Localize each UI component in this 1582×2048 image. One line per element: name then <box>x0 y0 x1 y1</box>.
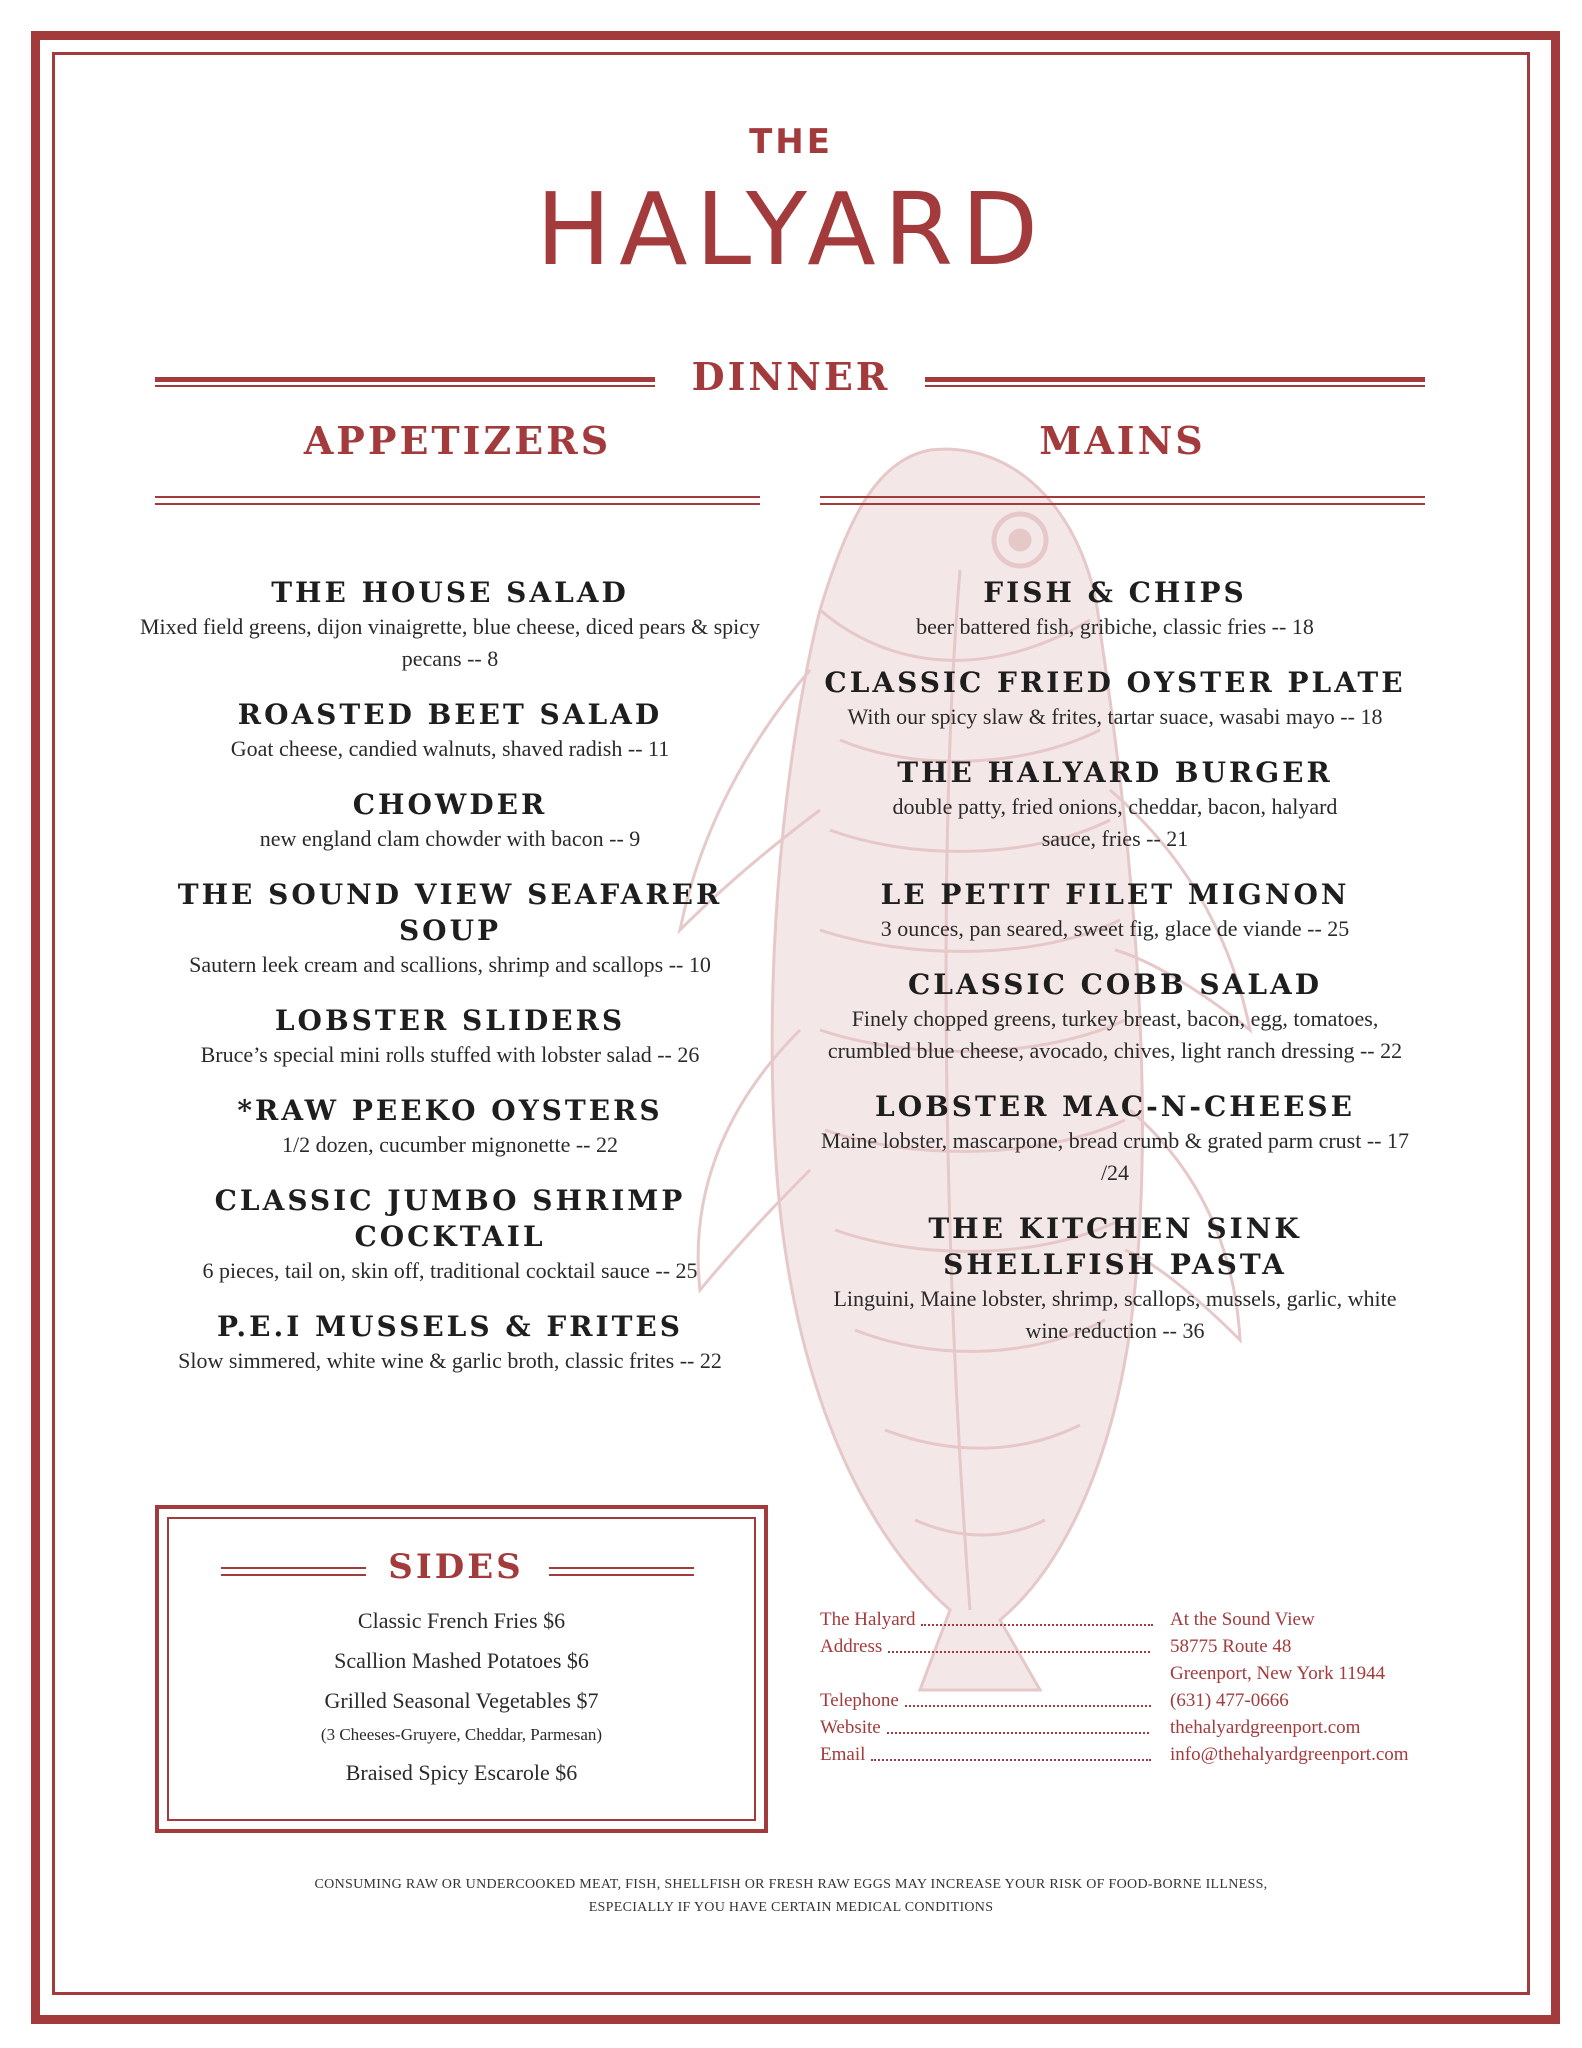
menu-title: DINNER <box>691 354 891 399</box>
disclaimer-line: CONSUMING RAW OR UNDERCOOKED MEAT, FISH, SHELLFISH OR FRESH RAW EGGS MAY INCREASE YOUR RISK OF FOOD-BORNE ILLNESS, <box>314 1877 1268 1892</box>
item-description: Finely chopped greens, turkey breast, bacon, egg, tomatoes, crumbled blue cheese, avocado, chives, light ranch dressing -- 22 <box>827 1006 1403 1063</box>
appetizers-list <box>130 575 770 1399</box>
contact-label: Telephone <box>820 1690 899 1711</box>
side-item: Scallion Mashed Potatoes $6 <box>334 1648 589 1673</box>
dinner-rule-left <box>155 377 655 387</box>
item-description: Mixed field greens, dijon vinaigrette, blue cheese, diced pears & spicy pecans -- 8 <box>139 614 761 671</box>
item-description: With our spicy slaw & frites, tartar suace, wasabi mayo -- 18 <box>847 704 1383 729</box>
contact-row <box>820 1606 1420 1633</box>
item-name: CLASSIC JUMBO SHRIMP COCKTAIL <box>214 1184 686 1253</box>
sides-inner-border <box>167 1517 756 1821</box>
sides-heading: SIDES <box>388 1547 524 1587</box>
dot-leader <box>921 1624 1153 1626</box>
contact-label: Website <box>820 1717 881 1738</box>
disclaimer-line: ESPECIALLY IF YOU HAVE CERTAIN MEDICAL CONDITIONS <box>588 1900 994 1915</box>
side-item: Grilled Seasonal Vegetables $7 <box>324 1688 599 1713</box>
item-description: double patty, fried onions, cheddar, bacon, halyard sauce, fries -- 21 <box>892 794 1338 851</box>
mains-heading: MAINS <box>1039 418 1206 463</box>
item-name: CLASSIC COBB SALAD <box>907 968 1323 1001</box>
item-description: beer battered fish, gribiche, classic fries -- 18 <box>916 614 1314 639</box>
food-safety-disclaimer <box>0 1873 1582 1919</box>
dot-leader <box>888 1651 1150 1653</box>
menu-item <box>800 1211 1430 1347</box>
item-description: new england clam chowder with bacon -- 9 <box>259 826 641 851</box>
menu-item <box>130 575 770 675</box>
dot-leader <box>871 1759 1151 1761</box>
contact-label: The Halyard <box>820 1609 916 1630</box>
item-name: CHOWDER <box>352 788 548 821</box>
mains-list <box>800 575 1430 1369</box>
contact-info <box>820 1606 1420 1768</box>
contact-row <box>820 1687 1420 1714</box>
appetizers-rule <box>155 496 760 505</box>
side-item: Classic French Fries $6 <box>357 1608 566 1633</box>
menu-item <box>130 697 770 765</box>
contact-value: info@thehalyardgreenport.com <box>1170 1744 1409 1765</box>
item-description: 3 ounces, pan seared, sweet fig, glace de viande -- 25 <box>880 916 1350 941</box>
contact-row <box>820 1660 1420 1687</box>
contact-row <box>820 1741 1420 1768</box>
menu-item <box>130 1183 770 1287</box>
menu-item <box>130 1309 770 1377</box>
contact-row <box>820 1633 1420 1660</box>
contact-value: thehalyardgreenport.com <box>1170 1717 1361 1738</box>
restaurant-name: HALYARD <box>535 171 1047 288</box>
menu-item <box>800 1089 1430 1189</box>
item-description: Sautern leek cream and scallions, shrimp and scallops -- 10 <box>189 952 711 977</box>
dot-leader <box>887 1732 1149 1734</box>
item-description: Linguini, Maine lobster, shrimp, scallops, mussels, garlic, white wine reduction -- 36 <box>833 1286 1397 1343</box>
contact-label: Email <box>820 1744 866 1765</box>
item-name: LE PETIT FILET MIGNON <box>880 878 1350 911</box>
item-name: LOBSTER MAC-N-CHEESE <box>875 1090 1355 1123</box>
menu-item <box>130 1003 770 1071</box>
item-description: Slow simmered, white wine & garlic broth, classic frites -- 22 <box>178 1348 722 1373</box>
appetizers-heading: APPETIZERS <box>303 418 612 463</box>
sides-rule-right <box>549 1567 694 1576</box>
contact-row <box>820 1714 1420 1741</box>
contact-value: 58775 Route 48 <box>1170 1636 1292 1657</box>
item-name: LOBSTER SLIDERS <box>274 1004 626 1037</box>
item-description: 1/2 dozen, cucumber mignonette -- 22 <box>281 1132 618 1157</box>
contact-value: (631) 477-0666 <box>1170 1690 1289 1711</box>
item-name: *RAW PEEKO OYSTERS <box>237 1094 663 1127</box>
sides-list <box>169 1601 754 1793</box>
item-name: THE HOUSE SALAD <box>271 576 629 609</box>
item-description: Bruce’s special mini rolls stuffed with lobster salad -- 26 <box>200 1042 700 1067</box>
sides-box <box>155 1505 768 1833</box>
menu-item <box>800 877 1430 945</box>
menu-item <box>800 755 1430 855</box>
dot-leader <box>905 1705 1151 1707</box>
mains-rule <box>820 496 1425 505</box>
menu-item <box>800 967 1430 1067</box>
item-description: 6 pieces, tail on, skin off, traditional cocktail sauce -- 25 <box>202 1258 698 1283</box>
dinner-rule-right <box>925 377 1425 387</box>
item-name: CLASSIC FRIED OYSTER PLATE <box>824 666 1406 699</box>
item-name: FISH & CHIPS <box>983 576 1247 609</box>
contact-value: Greenport, New York 11944 <box>1170 1663 1386 1684</box>
item-name: THE HALYARD BURGER <box>897 756 1333 789</box>
brand-the: THE <box>749 122 833 162</box>
side-item: Braised Spicy Escarole $6 <box>345 1760 578 1785</box>
item-name: THE SOUND VIEW SEAFARER SOUP <box>177 878 723 947</box>
menu-item <box>130 787 770 855</box>
item-name: P.E.I MUSSELS & FRITES <box>216 1310 683 1343</box>
item-name: THE KITCHEN SINK SHELLFISH PASTA <box>928 1212 1302 1281</box>
item-description: Maine lobster, mascarpone, bread crumb & grated parm crust -- 17 /24 <box>820 1128 1410 1185</box>
contact-value: At the Sound View <box>1170 1609 1315 1630</box>
sides-rule-left <box>221 1567 366 1576</box>
item-description: Goat cheese, candied walnuts, shaved radish -- 11 <box>230 736 670 761</box>
menu-item <box>130 877 770 981</box>
menu-item <box>800 575 1430 643</box>
side-item-note: (3 Cheeses-Gruyere, Cheddar, Parmesan) <box>320 1725 603 1744</box>
menu-item <box>800 665 1430 733</box>
menu-item <box>130 1093 770 1161</box>
item-name: ROASTED BEET SALAD <box>237 698 663 731</box>
contact-label: Address <box>820 1636 883 1657</box>
